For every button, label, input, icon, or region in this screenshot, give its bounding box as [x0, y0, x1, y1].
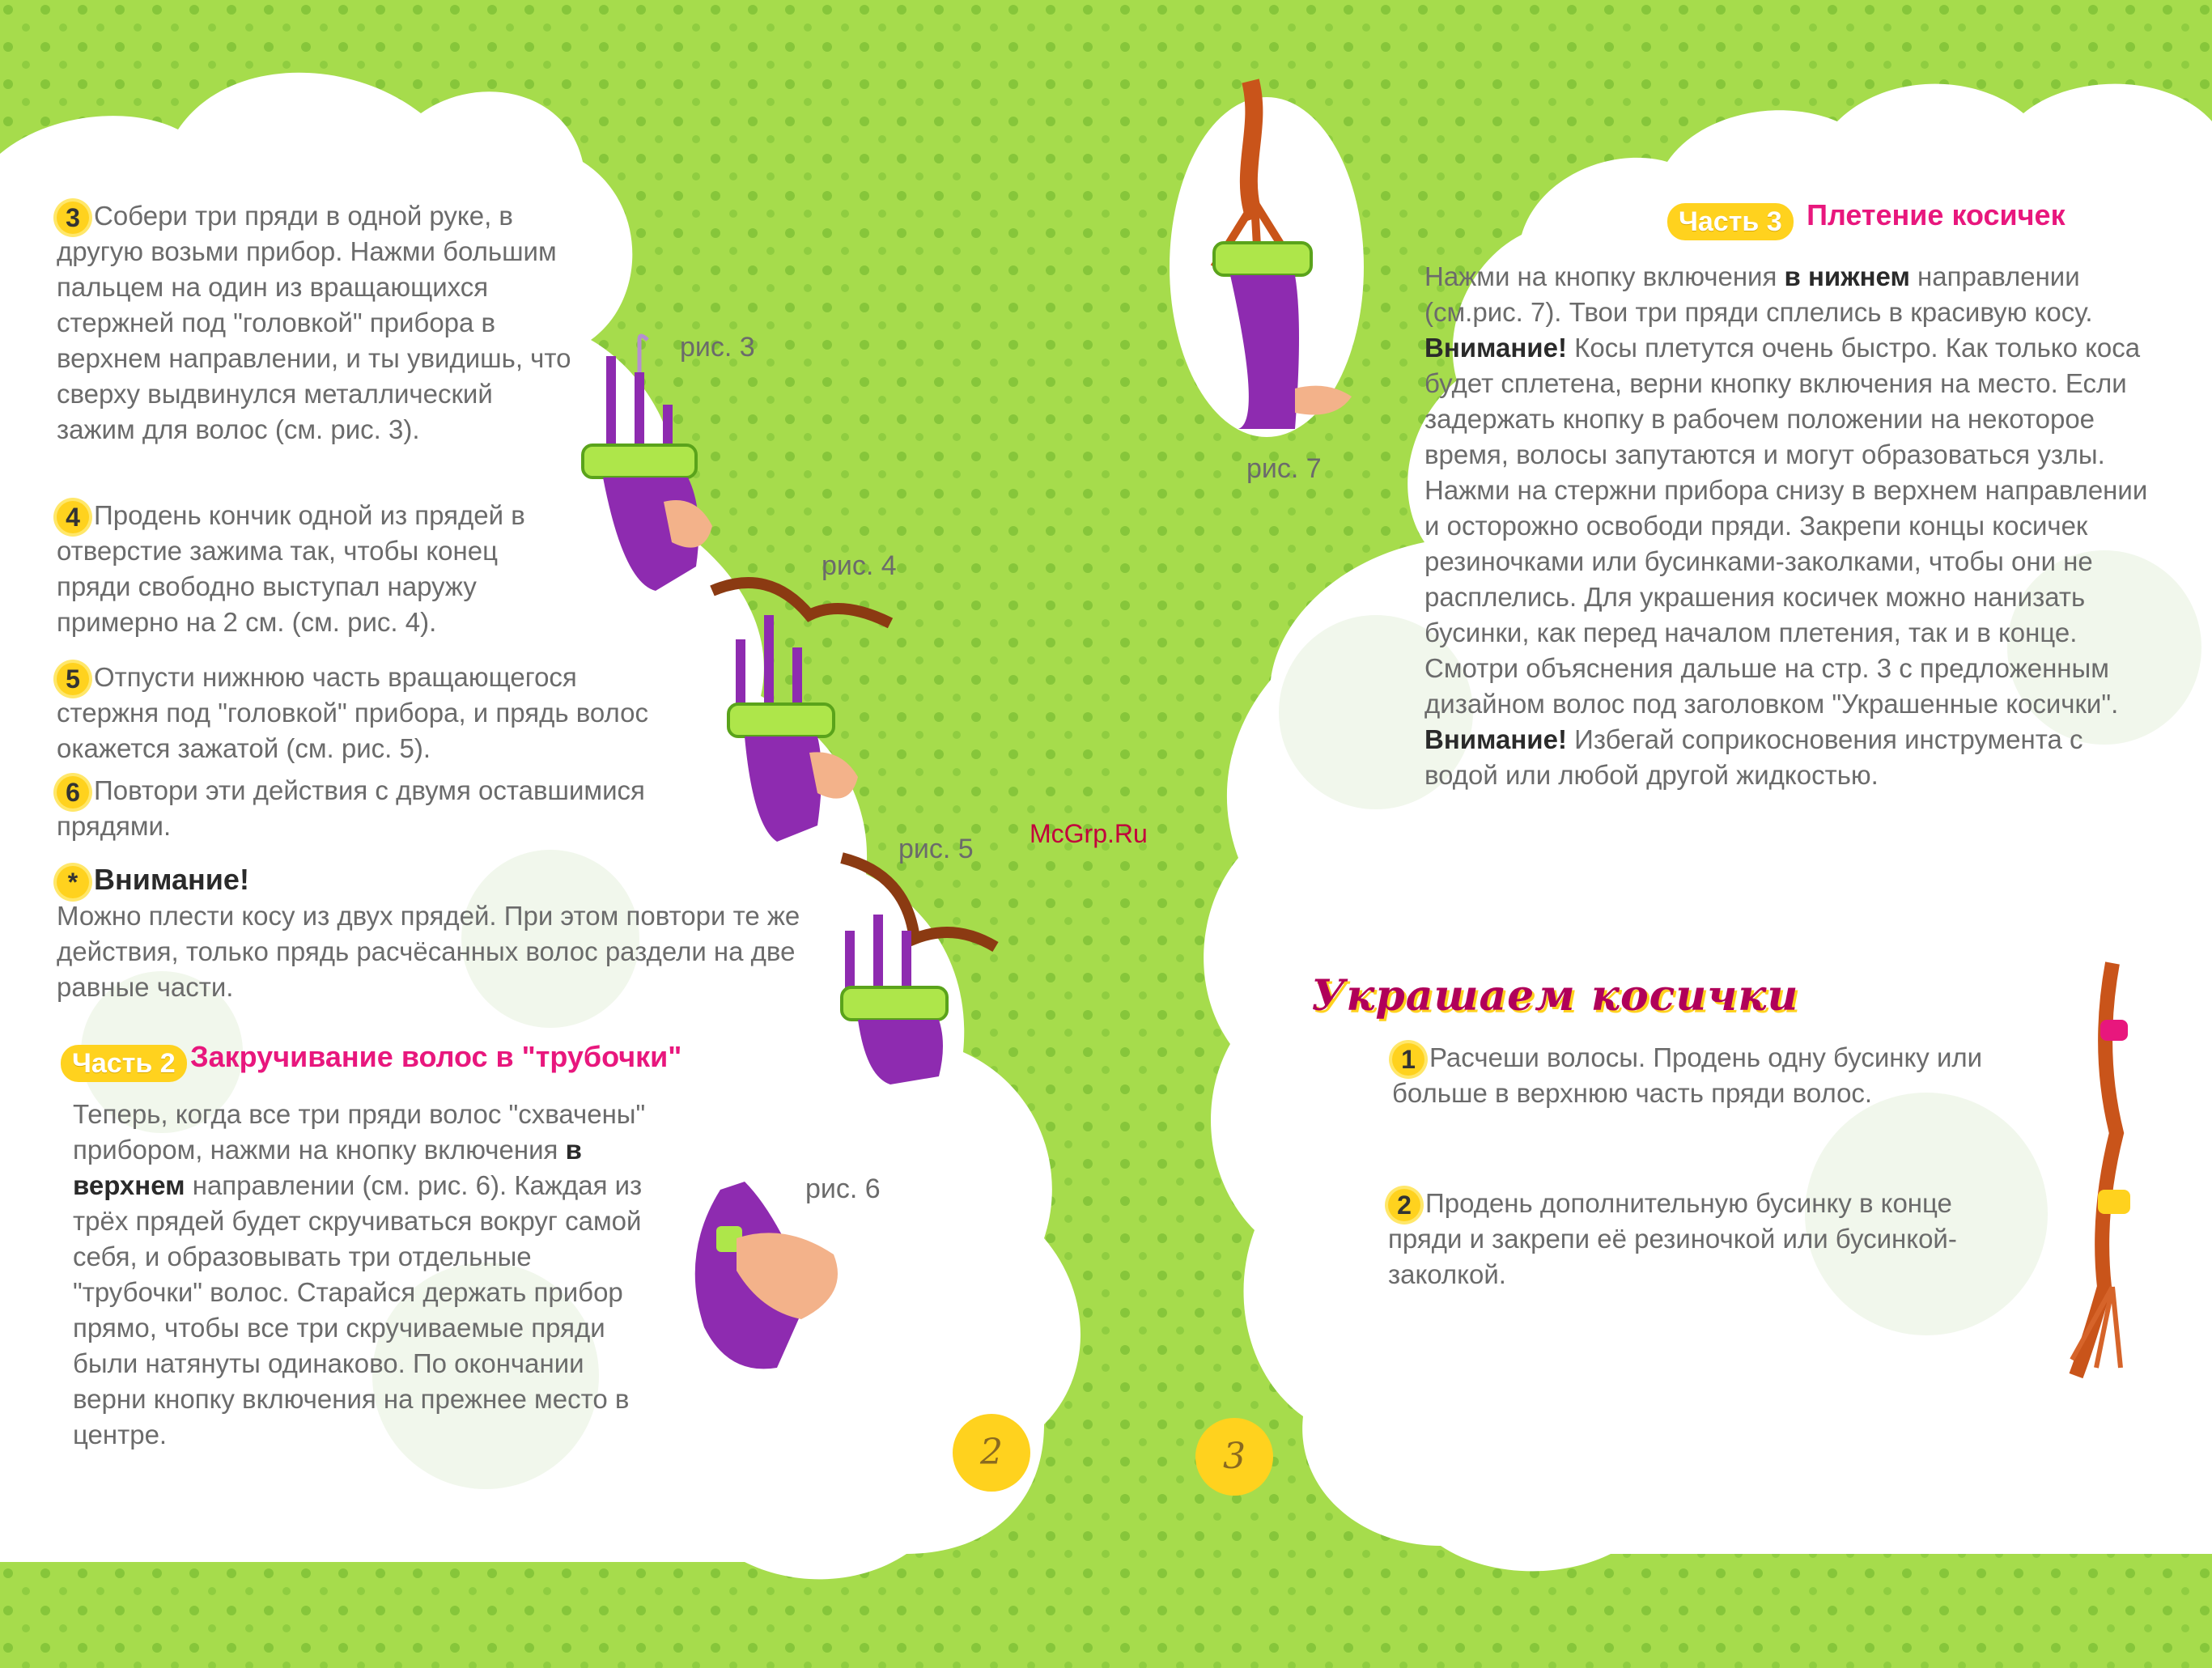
step-number: 6 [57, 776, 89, 809]
step-4 [57, 498, 575, 640]
part2-chip: Часть 2 [61, 1045, 187, 1082]
step-number: 1 [1392, 1043, 1424, 1076]
part3-bold: в нижнем [1784, 261, 1910, 291]
step-number: 3 [57, 202, 89, 234]
part3-text-d: Избегай соприкосновения инструмента с водой или любой другой жидкостью. [1424, 724, 2083, 790]
page-number-text: 3 [1223, 1436, 1246, 1477]
decorate-step-1 [1392, 1040, 2007, 1111]
step-number: 2 [1388, 1189, 1420, 1221]
part3-chip: Часть 3 [1667, 203, 1794, 240]
part3-heading [1667, 198, 2169, 240]
step-number: 4 [57, 501, 89, 533]
decorate-step-2 [1388, 1186, 1971, 1292]
step-5 [57, 660, 656, 766]
page-number-text: 2 [980, 1432, 1003, 1473]
step-5-text: Отпусти нижнюю часть вращающегося стержня под "головкой" прибора, и прядь волос окажется зажатой (см. рис. 5). [57, 662, 649, 764]
step-3 [57, 198, 575, 448]
watermark: McGrp.Ru [1030, 819, 1148, 848]
part3-text-b: направлении (см.рис. 7). Твои три пряди сплелись в красивую косу. [1424, 261, 2093, 327]
part2-text-a: Теперь, когда все три пряди волос "схвачены" прибором, нажми на кнопку включения [73, 1099, 646, 1165]
step-4-text: Продень кончик одной из прядей в отверстие зажима так, чтобы конец пряди свободно выступал наружу примерно на 2 см. (см. рис. 4). [57, 500, 525, 638]
attention-block [57, 862, 826, 1005]
part2-text-b: направлении (см. рис. 6). Каждая из трёх прядей будет скручиваться вокруг самой себя, и образовывать три отдельные "трубочки" волос. Старайся держать прибор прямо, чтобы все три скручиваемые пряди были натянуты одинаково. По окончании верни кнопку включения на прежнее место в центре. [73, 1170, 643, 1449]
step-number: 5 [57, 663, 89, 695]
part3-attention-2: Внимание! [1424, 724, 1567, 754]
part3-text [1424, 259, 2161, 793]
attention-title: Внимание! [94, 863, 249, 896]
step-3-text: Собери три пряди в одной руке, в другую возьми прибор. Нажми большим пальцем на один из вращающихся стержней под "головкой" прибора в верхнем направлении, и ты увидишь, что сверху выдвинулся металлический зажим для волос (см. рис. 3). [57, 201, 571, 445]
page-number-right [1195, 1418, 1273, 1496]
part2-bold: в верхнем [73, 1135, 582, 1200]
part2-heading [61, 1040, 789, 1082]
decorate-title: Украшаем косички [1311, 971, 1799, 1021]
decorate-step-1-text: Расчеши волосы. Продень одну бусинку или больше в верхнюю часть пряди волос. [1392, 1042, 1983, 1109]
asterisk-icon: * [57, 866, 89, 898]
fig7-label: рис. 7 [1246, 453, 1322, 484]
fig5-label: рис. 5 [898, 834, 974, 864]
step-6-text: Повтори эти действия с двумя оставшимися прядями. [57, 775, 645, 842]
attention-text: Можно плести косу из двух прядей. При этом повтори те же действия, только прядь расчёсанных волос раздели на две равные части. [57, 901, 800, 1003]
fig4-label: рис. 4 [822, 550, 897, 581]
fig3-label: рис. 3 [680, 332, 755, 363]
page-number-left [953, 1414, 1030, 1492]
part3-attention-1: Внимание! [1424, 333, 1567, 363]
decorate-step-2-text: Продень дополнительную бусинку в конце пряди и закрепи её резиночкой или бусинкой-заколкой. [1388, 1188, 1957, 1290]
fig6-label: рис. 6 [805, 1174, 881, 1204]
step-6 [57, 773, 737, 844]
part2-title: Закручивание волос в "трубочки" [190, 1040, 682, 1073]
part2-text [73, 1097, 656, 1453]
part3-text-c: Косы плетутся очень быстро. Как только коса будет сплетена, верни кнопку включения на место. Если задержать кнопку в рабочем положении на некоторое время, волосы запутаются и могут образоваться узлы. Нажми на стержни прибора снизу в верхнем направлении и осторожно освободи пряди. Закрепи концы косичек резиночками или бусинками-заколками, чтобы они не расплелись. Для украшения косичек можно нанизать бусинки, как перед началом плетения, так и в конце. Смотри объяснения дальше на стр. 3 с предложенным дизайном волос под заголовком "Украшенные косички". [1424, 333, 2148, 719]
part3-title: Плетение косичек [1807, 198, 2066, 231]
part3-text-a: Нажми на кнопку включения [1424, 261, 1785, 291]
